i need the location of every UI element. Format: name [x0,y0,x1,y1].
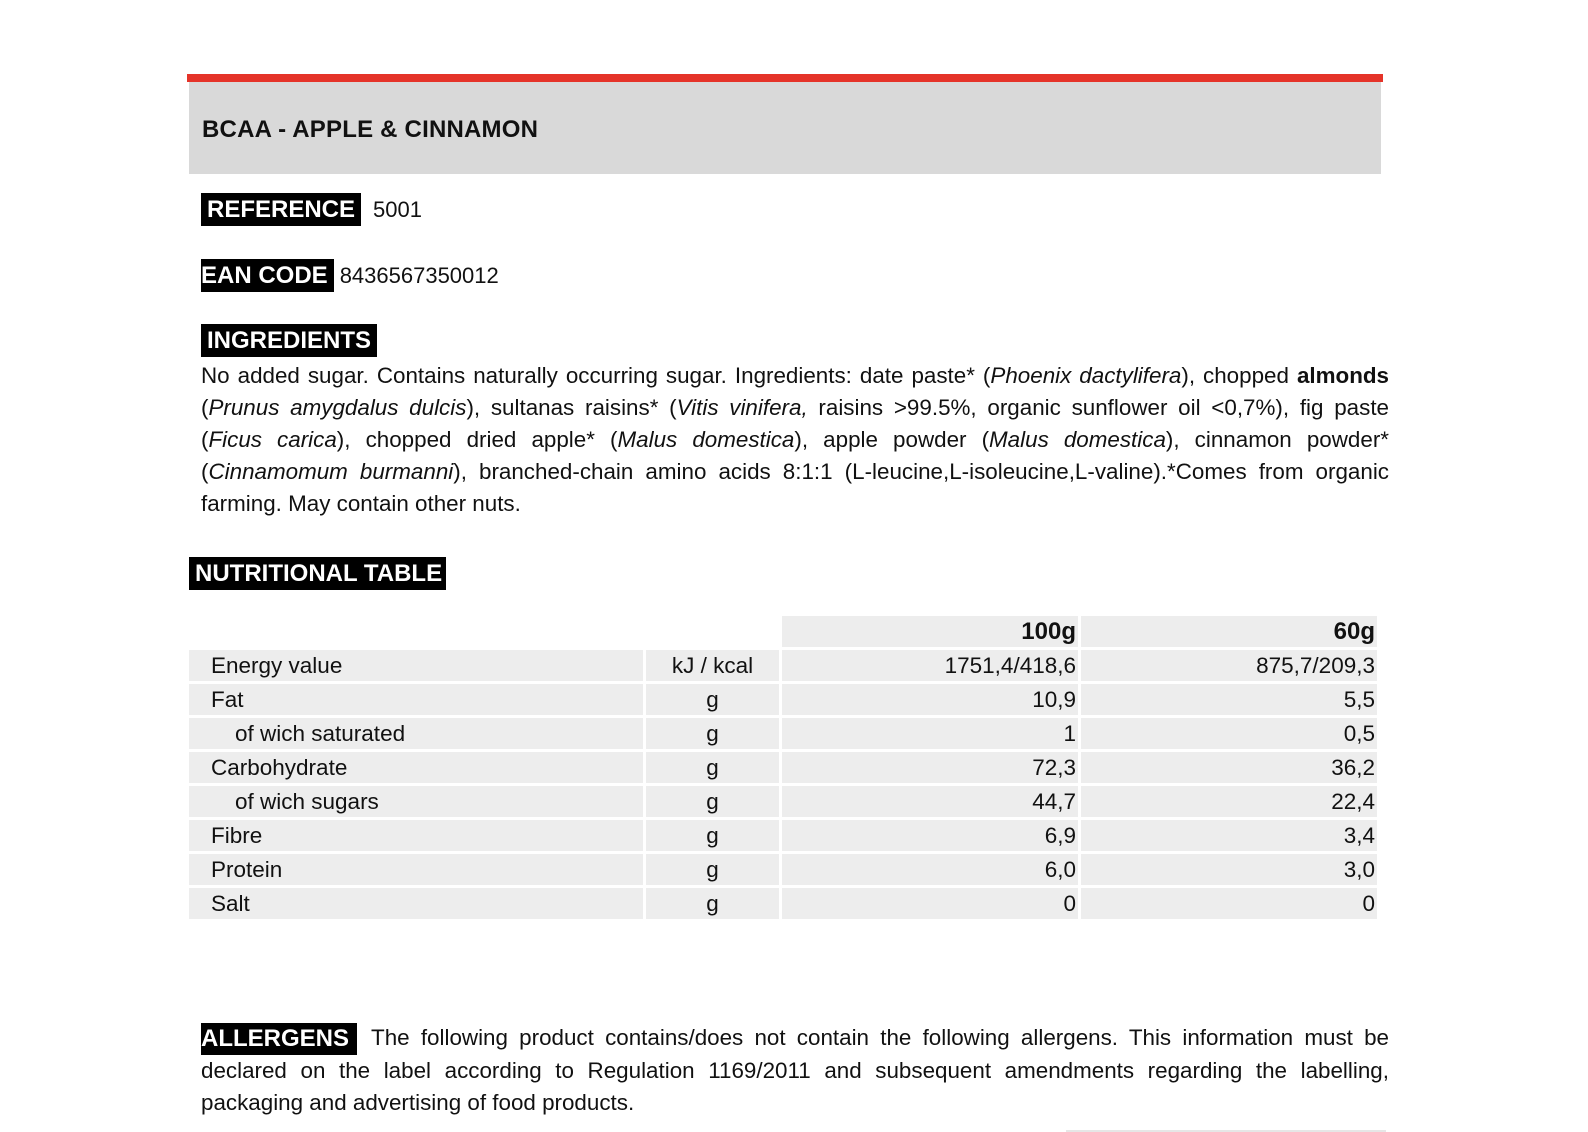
nutrient-unit: g [646,854,779,885]
header-60g: 60g [1081,616,1377,647]
header-100g: 100g [782,616,1078,647]
nutrient-value-60g: 3,4 [1081,820,1377,851]
ean-value: 8436567350012 [339,262,499,288]
nutrient-value-100g: 10,9 [782,684,1078,715]
nutrient-unit: g [646,888,779,919]
ean-row [201,259,499,292]
nutrient-value-60g: 22,4 [1081,786,1377,817]
nutrient-name: Protein [189,854,643,885]
nutritional-label: NUTRITIONAL TABLE [189,557,446,590]
nutrient-value-100g: 0 [782,888,1078,919]
ingredients-part: raisins >99.5%, organic sunflower oil <0,7%), fig paste ( [201,395,1389,452]
ingredients-part: ), chopped [1181,363,1297,388]
nutritional-heading [189,557,446,590]
nutrient-name: Salt [189,888,643,919]
ingredients-part: ), branched-chain amino acids 8:1:1 (L-leucine,L-isoleucine,L-valine).*Comes from organic farming. May contain other nuts. [201,459,1389,516]
nutritional-table [186,613,1380,922]
ingredients-latin: Cinnamomum burmanni [208,459,454,484]
ingredients-allergen: almonds [1296,363,1390,388]
ingredients-latin: Malus domestica [617,427,795,452]
table-row [189,650,1377,681]
product-title: BCAA - APPLE & CINNAMON [202,116,539,143]
table-row [189,718,1377,749]
table-row [189,854,1377,885]
reference-row [201,193,422,226]
ingredients-part: ), chopped dried apple* ( [336,427,618,452]
table-row [189,684,1377,715]
nutrient-value-100g: 44,7 [782,786,1078,817]
table-row [189,888,1377,919]
ingredients-text [201,360,1389,520]
header-blank [646,616,779,647]
nutrient-value-100g: 6,9 [782,820,1078,851]
nutrient-value-60g: 0 [1081,888,1377,919]
nutrient-unit: kJ / kcal [646,650,779,681]
nutrient-name: Carbohydrate [189,752,643,783]
table-row [189,752,1377,783]
nutrient-name: Fat [189,684,643,715]
ingredients-latin: Vitis vinifera, [676,395,808,420]
nutrient-value-100g: 72,3 [782,752,1078,783]
title-band [189,82,1381,174]
ingredients-heading [201,324,377,357]
allergens-section [201,1022,1389,1119]
nutrient-value-60g: 36,2 [1081,752,1377,783]
ingredients-latin: Prunus amygdalus dulcis [208,395,467,420]
nutrient-name: of wich saturated [189,718,643,749]
ingredients-part: ), sultanas raisins* ( [466,395,677,420]
table-row [189,820,1377,851]
ingredients-part: ), cinnamon powder* ( [201,427,1390,484]
ingredients-latin: Malus domestica [989,427,1166,452]
nutrient-value-60g: 0,5 [1081,718,1377,749]
nutrient-value-60g: 3,0 [1081,854,1377,885]
nutrient-unit: g [646,752,779,783]
nutrient-unit: g [646,786,779,817]
allergens-text: The following product contains/does not contain the following allergens. This information must be declared on the label according to Regulation 1169/2011 and subsequent amendments regarding the labelling, packaging and advertising of food products. [201,1025,1389,1116]
nutrient-value-100g: 6,0 [782,854,1078,885]
header-blank [189,616,643,647]
ingredients-latin: Ficus carica [208,427,337,452]
nutrient-unit: g [646,684,779,715]
ean-label: EAN CODE [201,259,334,292]
nutrient-unit: g [646,820,779,851]
nutrient-name: Energy value [189,650,643,681]
nutrient-value-100g: 1 [782,718,1078,749]
ingredients-part: ), apple powder ( [794,427,990,452]
nutrient-name: Fibre [189,820,643,851]
ingredients-part: ( [201,395,209,420]
nutrient-value-60g: 5,5 [1081,684,1377,715]
nutrient-value-60g: 875,7/209,3 [1081,650,1377,681]
ingredients-part: No added sugar. Contains naturally occurring sugar. Ingredients: date paste* ( [201,363,991,388]
reference-value: 5001 [373,196,422,222]
ingredients-latin: Phoenix dactylifera [990,363,1182,388]
reference-label: REFERENCE [201,193,361,226]
nutrient-value-100g: 1751,4/418,6 [782,650,1078,681]
table-row [189,786,1377,817]
allergens-label: ALLERGENS [201,1023,357,1055]
nutrient-unit: g [646,718,779,749]
ingredients-label: INGREDIENTS [201,324,377,357]
nutrient-name: of wich sugars [189,786,643,817]
accent-rule [187,74,1383,82]
nutritional-header-row [189,616,1377,647]
